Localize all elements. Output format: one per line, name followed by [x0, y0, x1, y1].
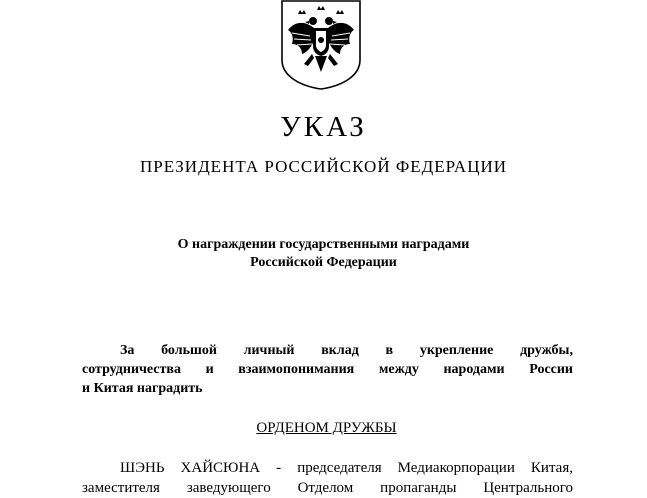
document-type: УКАЗ [280, 111, 367, 143]
preamble-line-3: и Китая наградить [82, 381, 203, 396]
document-issuer: ПРЕЗИДЕНТА РОССИЙСКОЙ ФЕДЕРАЦИИ [139, 157, 508, 176]
preamble-line-2: сотрудничества и взаимопонимания между народами России [82, 362, 573, 377]
preamble-paragraph [82, 341, 573, 398]
subject-line-1: О награждении государственными наградами [177, 237, 470, 252]
recipient-paragraph [82, 458, 573, 498]
award-name: ОРДЕНОМ ДРУЖБЫ [256, 420, 397, 436]
russian-coat-of-arms-icon [278, 0, 364, 90]
recipient-line-1: ШЭНЬ ХАЙСЮНА - председателя Медиакорпорации Китая, [120, 460, 573, 476]
recipient-line-2: заместителя заведующего Отделом пропаганды Центрального [82, 480, 573, 496]
document-subject [0, 236, 647, 272]
preamble-line-1: За большой личный вклад в укрепление дружбы, [120, 343, 573, 358]
subject-line-2: Российской Федерации [250, 255, 397, 270]
